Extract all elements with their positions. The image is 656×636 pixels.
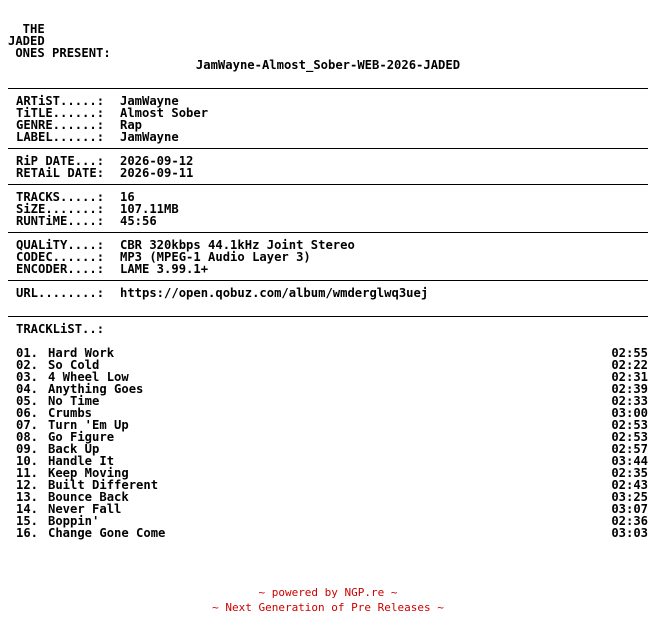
separator	[8, 280, 648, 281]
track-duration: 03:44	[611, 454, 648, 468]
track-duration: 02:31	[611, 370, 648, 384]
track-left	[16, 527, 165, 539]
track-title: No Time	[48, 394, 100, 408]
track-number: 10.	[16, 454, 39, 468]
footer-tagline: ~ Next Generation of Pre Releases ~	[212, 601, 444, 614]
nfo-document	[8, 23, 648, 539]
logo-line-1: THE	[8, 22, 45, 36]
footer-powered-by: ~ powered by NGP.re ~	[258, 586, 398, 599]
url-value: https://open.qobuz.com/album/wmderglwq3uej	[120, 286, 429, 300]
track-number: 13.	[16, 490, 39, 504]
genre-value: Rap	[120, 118, 143, 132]
url-row	[16, 287, 648, 299]
codec-row	[16, 251, 648, 263]
codec-label: CODEC......:	[16, 250, 105, 264]
track-duration: 02:43	[611, 478, 648, 492]
track-title: Crumbs	[48, 406, 93, 420]
track-title: Hard Work	[48, 346, 115, 360]
genre-label: GENRE......:	[16, 118, 105, 132]
track-duration: 03:03	[611, 526, 648, 540]
track-number: 09.	[16, 442, 39, 456]
size-value: 107.11MB	[120, 202, 179, 216]
retail-date-value: 2026-09-11	[120, 166, 194, 180]
runtime-row	[16, 215, 648, 227]
track-row	[8, 395, 648, 407]
logo-line-2: JADED	[8, 34, 45, 48]
encoder-value: LAME 3.99.1+	[120, 262, 209, 276]
track-number: 15.	[16, 514, 39, 528]
track-title: Anything Goes	[48, 382, 144, 396]
tracks-label: TRACKS.....:	[16, 190, 105, 204]
rip-date-label: RiP DATE...:	[16, 154, 105, 168]
separator	[8, 316, 648, 317]
separator	[8, 232, 648, 233]
track-duration: 02:36	[611, 514, 648, 528]
track-duration: 03:07	[611, 502, 648, 516]
track-title: Boppin'	[48, 514, 100, 528]
track-row	[8, 383, 648, 395]
track-title: So Cold	[48, 358, 100, 372]
url-label: URL........:	[16, 286, 105, 300]
quality-label: QUALiTY....:	[16, 238, 105, 252]
track-number: 05.	[16, 394, 39, 408]
label-row	[16, 131, 648, 143]
track-number: 02.	[16, 358, 39, 372]
track-row	[8, 527, 648, 539]
artist-value: JamWayne	[120, 94, 179, 108]
quality-value: CBR 320kbps 44.1kHz Joint Stereo	[120, 238, 355, 252]
quality-row	[16, 239, 648, 251]
retail-date-label: RETAiL DATE:	[16, 166, 105, 180]
title-value: Almost Sober	[120, 106, 209, 120]
track-duration: 02:39	[611, 382, 648, 396]
encoder-row	[16, 263, 648, 275]
label-value: JamWayne	[120, 130, 179, 144]
track-row	[8, 431, 648, 443]
track-number: 11.	[16, 466, 39, 480]
track-row	[8, 347, 648, 359]
track-title: 4 Wheel Low	[48, 370, 129, 384]
release-name: JamWayne-Almost_Sober-WEB-2026-JADED	[195, 58, 461, 72]
track-number: 08.	[16, 430, 39, 444]
track-duration: 03:00	[611, 406, 648, 420]
track-title: Go Figure	[48, 430, 115, 444]
track-number: 07.	[16, 418, 39, 432]
tracklist	[8, 347, 648, 539]
codec-value: MP3 (MPEG-1 Audio Layer 3)	[120, 250, 311, 264]
track-duration: 02:22	[611, 358, 648, 372]
track-title: Back Up	[48, 442, 100, 456]
size-row	[16, 203, 648, 215]
track-number: 12.	[16, 478, 39, 492]
rip-date-row	[16, 155, 648, 167]
track-row	[8, 503, 648, 515]
tracks-value: 16	[120, 190, 135, 204]
track-title: Never Fall	[48, 502, 122, 516]
track-title: Change Gone Come	[48, 526, 166, 540]
track-duration: 02:55	[611, 346, 648, 360]
rip-date-value: 2026-09-12	[120, 154, 194, 168]
logo-line-3: ONES PRESENT:	[8, 46, 111, 60]
track-number: 06.	[16, 406, 39, 420]
track-title: Turn 'Em Up	[48, 418, 129, 432]
track-duration: 03:25	[611, 490, 648, 504]
artist-row	[16, 95, 648, 107]
track-number: 04.	[16, 382, 39, 396]
track-title: Keep Moving	[48, 466, 129, 480]
runtime-value: 45:56	[120, 214, 157, 228]
track-duration: 02:57	[611, 442, 648, 456]
retail-date-row	[16, 167, 648, 179]
track-duration: 02:35	[611, 466, 648, 480]
runtime-label: RUNTiME....:	[16, 214, 105, 228]
track-number: 01.	[16, 346, 39, 360]
separator	[8, 88, 648, 89]
track-duration: 02:33	[611, 394, 648, 408]
footer	[0, 585, 656, 615]
separator	[8, 148, 648, 149]
tracklist-heading: TRACKLiST..:	[16, 322, 105, 336]
artist-label: ARTiST.....:	[16, 94, 105, 108]
genre-row	[16, 119, 648, 131]
track-title: Bounce Back	[48, 490, 129, 504]
tracks-row	[16, 191, 648, 203]
track-number: 14.	[16, 502, 39, 516]
title-label: TiTLE......:	[16, 106, 105, 120]
track-duration: 02:53	[611, 430, 648, 444]
encoder-label: ENCODER....:	[16, 262, 105, 276]
track-number: 03.	[16, 370, 39, 384]
size-label: SiZE.......:	[16, 202, 105, 216]
label-label: LABEL......:	[16, 130, 105, 144]
track-title: Handle It	[48, 454, 115, 468]
track-duration: 02:53	[611, 418, 648, 432]
track-number: 16.	[16, 526, 39, 540]
separator	[8, 184, 648, 185]
track-title: Built Different	[48, 478, 159, 492]
title-row	[16, 107, 648, 119]
